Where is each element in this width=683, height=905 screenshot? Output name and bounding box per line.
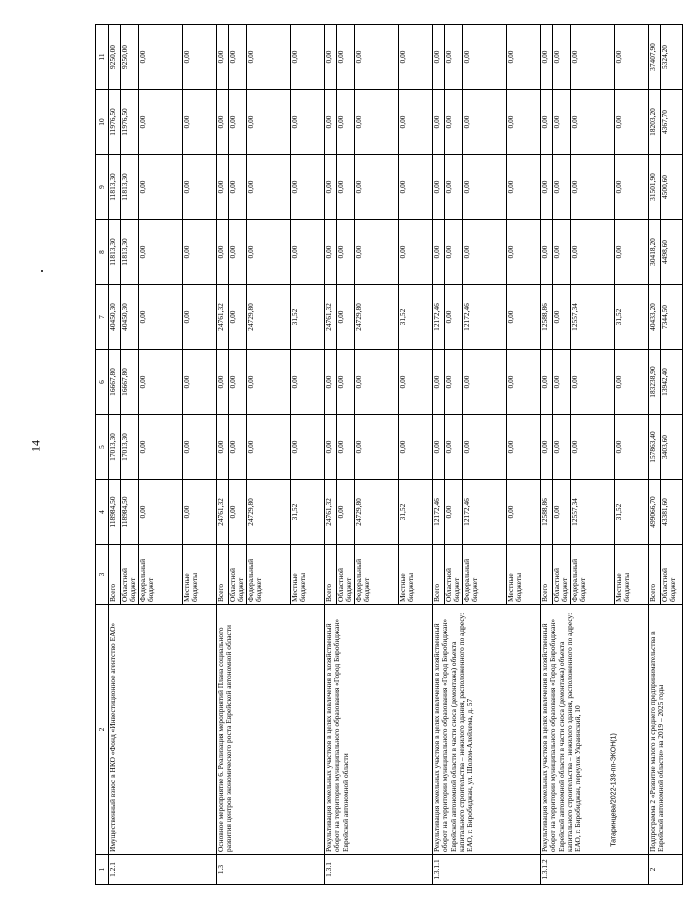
table-row xyxy=(217,25,229,885)
amount-cell: 37407,90 xyxy=(649,25,661,90)
funding-source: Местные бюджеты xyxy=(615,545,649,605)
amount-cell: 0,00 xyxy=(337,25,355,90)
header-cell: 3 xyxy=(96,545,109,605)
amount-cell: 0,00 xyxy=(463,155,507,220)
amount-cell: 0,00 xyxy=(571,350,615,415)
amount-cell: 11976,50 xyxy=(109,90,121,155)
amount-cell: 0,00 xyxy=(325,90,337,155)
amount-cell: 24761,32 xyxy=(325,285,337,350)
amount-cell: 31,52 xyxy=(291,480,325,545)
amount-cell: 0,00 xyxy=(507,350,541,415)
amount-cell: 43381,60 xyxy=(661,480,683,545)
document-code: Татаринцева/2022-139-пп-ЭКОН(1) xyxy=(610,733,618,847)
amount-cell: 0,00 xyxy=(445,415,463,480)
amount-cell: 0,00 xyxy=(553,415,571,480)
amount-cell: 0,00 xyxy=(433,350,445,415)
amount-cell: 0,00 xyxy=(217,90,229,155)
amount-cell: 0,00 xyxy=(615,90,649,155)
amount-cell: 31,52 xyxy=(399,285,433,350)
table-row xyxy=(649,25,661,885)
amount-cell: 0,00 xyxy=(507,480,541,545)
funding-source: Всего xyxy=(649,545,661,605)
amount-cell: 0,00 xyxy=(337,415,355,480)
amount-cell: 0,00 xyxy=(399,25,433,90)
amount-cell: 0,00 xyxy=(553,285,571,350)
amount-cell: 4498,60 xyxy=(661,220,683,285)
event-name: Рекультивация земельных участков в целях вовлечения в хозяйственный оборот на территории муниципального образования «Город Биробиджан» Еврейской автономной области xyxy=(325,605,433,855)
amount-cell: 11976,50 xyxy=(121,90,139,155)
amount-cell: 0,00 xyxy=(139,285,183,350)
amount-cell: 0,00 xyxy=(291,90,325,155)
amount-cell: 0,00 xyxy=(507,415,541,480)
amount-cell: 0,00 xyxy=(229,415,247,480)
amount-cell: 3403,60 xyxy=(661,415,683,480)
event-name: Имущественный взнос в НКО «Фонд «Инвестиционное агентство ЕАО» xyxy=(109,605,217,855)
amount-cell: 0,00 xyxy=(247,415,291,480)
amount-cell: 0,00 xyxy=(433,90,445,155)
funding-source: Местные бюджеты xyxy=(507,545,541,605)
header-cell: 11 xyxy=(96,25,109,90)
amount-cell: 0,00 xyxy=(139,90,183,155)
amount-cell: 31,52 xyxy=(615,480,649,545)
amount-cell: 0,00 xyxy=(445,480,463,545)
amount-cell: 0,00 xyxy=(507,25,541,90)
row-code: 1.3 xyxy=(217,855,325,885)
amount-cell: 24729,80 xyxy=(247,285,291,350)
amount-cell: 0,00 xyxy=(399,350,433,415)
header-cell: 1 xyxy=(96,855,109,885)
amount-cell: 0,00 xyxy=(541,90,553,155)
amount-cell: 0,00 xyxy=(541,350,553,415)
amount-cell: 0,00 xyxy=(325,350,337,415)
amount-cell: 0,00 xyxy=(139,350,183,415)
amount-cell: 0,00 xyxy=(217,25,229,90)
amount-cell: 0,00 xyxy=(355,25,399,90)
amount-cell: 0,00 xyxy=(325,25,337,90)
amount-cell: 4367,70 xyxy=(661,90,683,155)
amount-cell: 40450,30 xyxy=(109,285,121,350)
header-cell: 7 xyxy=(96,285,109,350)
event-name: Подпрограмма 2 «Развитие малого и среднего предпринимательства в Еврейской автономной области» на 2019 – 2025 годы xyxy=(649,605,683,855)
amount-cell: 0,00 xyxy=(217,155,229,220)
amount-cell: 118984,50 xyxy=(109,480,121,545)
amount-cell: 31,52 xyxy=(291,285,325,350)
amount-cell: 0,00 xyxy=(507,155,541,220)
amount-cell: 0,00 xyxy=(291,350,325,415)
funding-source: Всего xyxy=(541,545,553,605)
amount-cell: 0,00 xyxy=(247,90,291,155)
amount-cell: 0,00 xyxy=(433,415,445,480)
amount-cell: 0,00 xyxy=(337,350,355,415)
funding-source: Областной бюджет xyxy=(553,545,571,605)
funding-source: Местные бюджеты xyxy=(291,545,325,605)
amount-cell: 0,00 xyxy=(433,155,445,220)
funding-source: Областной бюджет xyxy=(445,545,463,605)
amount-cell: 0,00 xyxy=(139,415,183,480)
amount-cell: 12588,86 xyxy=(541,480,553,545)
amount-cell: 0,00 xyxy=(291,415,325,480)
amount-cell: 31,52 xyxy=(615,285,649,350)
amount-cell: 0,00 xyxy=(553,350,571,415)
table-body xyxy=(96,25,683,885)
amount-cell: 9250,00 xyxy=(109,25,121,90)
amount-cell: 0,00 xyxy=(553,25,571,90)
amount-cell: 30418,20 xyxy=(649,220,661,285)
amount-cell: 13942,40 xyxy=(661,350,683,415)
amount-cell: 118984,50 xyxy=(121,480,139,545)
amount-cell: 0,00 xyxy=(571,90,615,155)
amount-cell: 0,00 xyxy=(553,90,571,155)
amount-cell: 0,00 xyxy=(541,415,553,480)
amount-cell: 0,00 xyxy=(229,285,247,350)
amount-cell: 0,00 xyxy=(445,285,463,350)
amount-cell: 0,00 xyxy=(139,480,183,545)
amount-cell: 0,00 xyxy=(229,25,247,90)
amount-cell: 0,00 xyxy=(183,220,217,285)
amount-cell: 31,52 xyxy=(399,480,433,545)
amount-cell: 183238,90 xyxy=(649,350,661,415)
header-cell: 2 xyxy=(96,605,109,855)
row-code: 1.3.1.1 xyxy=(433,855,541,885)
amount-cell: 0,00 xyxy=(541,155,553,220)
amount-cell: 0,00 xyxy=(445,90,463,155)
amount-cell: 0,00 xyxy=(337,480,355,545)
amount-cell: 11813,30 xyxy=(121,220,139,285)
amount-cell: 0,00 xyxy=(615,350,649,415)
amount-cell: 24729,80 xyxy=(355,480,399,545)
amount-cell: 7344,50 xyxy=(661,285,683,350)
event-name: Рекультивация земельных участков в целях вовлечения в хозяйственный оборот на территории муниципального образования «Город Биробиджан» Еврейской автономной области в части сноса (демонтажа) объекта капитального строительства – нежилого здания, расположенного по адресу: ЕАО, г. Биробиджан, ул. Шолом-Алейхема, д. 57 xyxy=(433,605,541,855)
amount-cell: 0,00 xyxy=(463,220,507,285)
amount-cell: 0,00 xyxy=(571,220,615,285)
amount-cell: 40450,30 xyxy=(121,285,139,350)
funding-source: Областной бюджет xyxy=(661,545,683,605)
amount-cell: 0,00 xyxy=(615,155,649,220)
amount-cell: 0,00 xyxy=(433,25,445,90)
amount-cell: 0,00 xyxy=(615,220,649,285)
amount-cell: 0,00 xyxy=(247,220,291,285)
page-number: 14 xyxy=(28,440,43,452)
table-row xyxy=(541,25,553,885)
row-code: 1.3.1 xyxy=(325,855,433,885)
table-row xyxy=(325,25,337,885)
amount-cell: 0,00 xyxy=(507,220,541,285)
budget-table xyxy=(95,24,683,885)
amount-cell: 0,00 xyxy=(463,415,507,480)
amount-cell: 0,00 xyxy=(553,220,571,285)
amount-cell: 0,00 xyxy=(337,155,355,220)
header-cell: 8 xyxy=(96,220,109,285)
amount-cell: 0,00 xyxy=(183,90,217,155)
amount-cell: 0,00 xyxy=(615,415,649,480)
amount-cell: 157863,40 xyxy=(649,415,661,480)
amount-cell: 0,00 xyxy=(183,480,217,545)
amount-cell: 0,00 xyxy=(183,350,217,415)
amount-cell: 0,00 xyxy=(229,480,247,545)
amount-cell: 0,00 xyxy=(229,350,247,415)
amount-cell: 0,00 xyxy=(355,220,399,285)
amount-cell: 0,00 xyxy=(337,220,355,285)
amount-cell: 0,00 xyxy=(399,155,433,220)
amount-cell: 0,00 xyxy=(507,285,541,350)
amount-cell: 499066,70 xyxy=(649,480,661,545)
rotated-table-container xyxy=(95,25,678,885)
amount-cell: 0,00 xyxy=(399,415,433,480)
funding-source: Областной бюджет xyxy=(121,545,139,605)
header-cell: 4 xyxy=(96,480,109,545)
amount-cell: 0,00 xyxy=(217,220,229,285)
amount-cell: 40433,20 xyxy=(649,285,661,350)
funding-source: Областной бюджет xyxy=(229,545,247,605)
header-row xyxy=(96,25,109,885)
funding-source: Федеральный бюджет xyxy=(139,545,183,605)
amount-cell: 9250,00 xyxy=(121,25,139,90)
amount-cell: 0,00 xyxy=(139,25,183,90)
amount-cell: 0,00 xyxy=(229,155,247,220)
amount-cell: 0,00 xyxy=(229,220,247,285)
amount-cell: 0,00 xyxy=(355,90,399,155)
amount-cell: 0,00 xyxy=(247,25,291,90)
stray-dot xyxy=(41,270,43,272)
amount-cell: 11813,30 xyxy=(109,220,121,285)
amount-cell: 0,00 xyxy=(139,155,183,220)
amount-cell: 0,00 xyxy=(553,155,571,220)
funding-source: Всего xyxy=(325,545,337,605)
amount-cell: 0,00 xyxy=(229,90,247,155)
amount-cell: 0,00 xyxy=(445,220,463,285)
funding-source: Федеральный бюджет xyxy=(355,545,399,605)
table-row xyxy=(433,25,445,885)
amount-cell: 12588,86 xyxy=(541,285,553,350)
amount-cell: 11813,30 xyxy=(121,155,139,220)
amount-cell: 0,00 xyxy=(571,25,615,90)
funding-source: Всего xyxy=(433,545,445,605)
amount-cell: 31501,90 xyxy=(649,155,661,220)
amount-cell: 0,00 xyxy=(325,155,337,220)
row-code: 1.3.1.2 xyxy=(541,855,649,885)
row-code: 1.2.1 xyxy=(109,855,217,885)
amount-cell: 0,00 xyxy=(217,350,229,415)
amount-cell: 0,00 xyxy=(553,480,571,545)
amount-cell: 0,00 xyxy=(325,415,337,480)
amount-cell: 12557,34 xyxy=(571,285,615,350)
event-name: Основное мероприятие 6. Реализация мероприятий Плана социального развития центров экономического роста Еврейской автономной области xyxy=(217,605,325,855)
amount-cell: 24761,32 xyxy=(325,480,337,545)
amount-cell: 0,00 xyxy=(399,220,433,285)
amount-cell: 0,00 xyxy=(541,25,553,90)
amount-cell: 0,00 xyxy=(183,155,217,220)
header-cell: 6 xyxy=(96,350,109,415)
amount-cell: 0,00 xyxy=(337,285,355,350)
amount-cell: 0,00 xyxy=(463,350,507,415)
row-code: 2 xyxy=(649,855,683,885)
funding-source: Федеральный бюджет xyxy=(463,545,507,605)
amount-cell: 0,00 xyxy=(433,220,445,285)
amount-cell: 0,00 xyxy=(325,220,337,285)
amount-cell: 0,00 xyxy=(445,25,463,90)
amount-cell: 4500,60 xyxy=(661,155,683,220)
amount-cell: 11813,30 xyxy=(109,155,121,220)
amount-cell: 0,00 xyxy=(463,25,507,90)
amount-cell: 0,00 xyxy=(183,25,217,90)
amount-cell: 12172,46 xyxy=(433,480,445,545)
funding-source: Федеральный бюджет xyxy=(571,545,615,605)
amount-cell: 0,00 xyxy=(355,155,399,220)
amount-cell: 24761,32 xyxy=(217,285,229,350)
amount-cell: 0,00 xyxy=(183,415,217,480)
amount-cell: 0,00 xyxy=(355,415,399,480)
amount-cell: 0,00 xyxy=(445,350,463,415)
amount-cell: 24761,32 xyxy=(217,480,229,545)
header-cell: 10 xyxy=(96,90,109,155)
amount-cell: 0,00 xyxy=(291,155,325,220)
amount-cell: 0,00 xyxy=(291,25,325,90)
funding-source: Всего xyxy=(109,545,121,605)
amount-cell: 0,00 xyxy=(399,90,433,155)
amount-cell: 0,00 xyxy=(571,155,615,220)
amount-cell: 0,00 xyxy=(139,220,183,285)
amount-cell: 24729,80 xyxy=(355,285,399,350)
amount-cell: 17013,30 xyxy=(121,415,139,480)
amount-cell: 0,00 xyxy=(247,350,291,415)
amount-cell: 12172,46 xyxy=(463,285,507,350)
amount-cell: 0,00 xyxy=(571,415,615,480)
header-cell: 9 xyxy=(96,155,109,220)
amount-cell: 12172,46 xyxy=(463,480,507,545)
amount-cell: 0,00 xyxy=(355,350,399,415)
amount-cell: 12172,46 xyxy=(433,285,445,350)
amount-cell: 5324,20 xyxy=(661,25,683,90)
funding-source: Областной бюджет xyxy=(337,545,355,605)
amount-cell: 17013,30 xyxy=(109,415,121,480)
amount-cell: 16667,80 xyxy=(109,350,121,415)
header-cell: 5 xyxy=(96,415,109,480)
funding-source: Местные бюджеты xyxy=(183,545,217,605)
amount-cell: 0,00 xyxy=(337,90,355,155)
amount-cell: 16667,80 xyxy=(121,350,139,415)
amount-cell: 0,00 xyxy=(541,220,553,285)
amount-cell: 0,00 xyxy=(247,155,291,220)
funding-source: Местные бюджеты xyxy=(399,545,433,605)
event-name: Рекультивация земельных участков в целях вовлечения в хозяйственный оборот на территории муниципального образования «Город Биробиджан» Еврейской автономной области в части сноса (демонтажа) объекта капитального строительства – нежилого здания, расположенного по адресу: ЕАО, г. Биробиджан, переулок Украинский, 10 xyxy=(541,605,649,855)
amount-cell: 24729,80 xyxy=(247,480,291,545)
table-row xyxy=(109,25,121,885)
amount-cell: 0,00 xyxy=(217,415,229,480)
amount-cell: 0,00 xyxy=(445,155,463,220)
amount-cell: 0,00 xyxy=(507,90,541,155)
amount-cell: 0,00 xyxy=(463,90,507,155)
amount-cell: 0,00 xyxy=(291,220,325,285)
amount-cell: 0,00 xyxy=(615,25,649,90)
funding-source: Федеральный бюджет xyxy=(247,545,291,605)
amount-cell: 12557,34 xyxy=(571,480,615,545)
amount-cell: 0,00 xyxy=(183,285,217,350)
amount-cell: 18203,20 xyxy=(649,90,661,155)
funding-source: Всего xyxy=(217,545,229,605)
